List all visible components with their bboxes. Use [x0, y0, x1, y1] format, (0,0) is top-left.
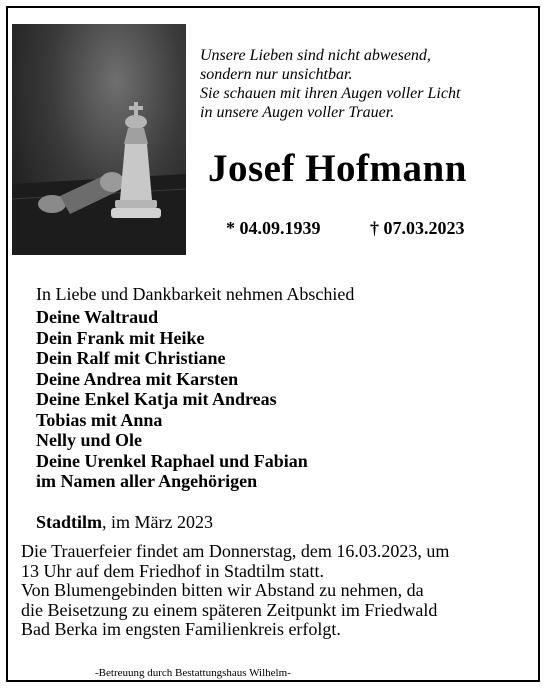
- info-line: 13 Uhr auf dem Friedhof in Stadtilm statt.: [21, 560, 324, 581]
- poem-line: Unsere Lieben sind nicht abwesend,: [200, 47, 431, 64]
- farewell-intro: In Liebe und Dankbarkeit nehmen Abschied: [36, 284, 355, 304]
- funeral-info: [21, 542, 531, 640]
- info-line: die Beisetzung zu einem späteren Zeitpunkt im Friedwald: [21, 599, 438, 620]
- info-line: Die Trauerfeier findet am Donnerstag, dem 16.03.2023, um: [21, 541, 450, 561]
- poem-line: in unsere Augen voller Trauer.: [200, 104, 395, 121]
- undertaker-credit: -Betreuung durch Bestattungshaus Wilhelm-: [95, 667, 291, 679]
- place-town: Stadtilm: [36, 512, 103, 532]
- poem: [200, 46, 520, 122]
- mourner-line: Deine Waltraud: [36, 307, 159, 327]
- mourner-line: im Namen aller Angehörigen: [36, 471, 258, 491]
- poem-line: Sie schauen mit ihren Augen voller Licht: [200, 85, 461, 102]
- place-date: [36, 512, 213, 533]
- mourner-line: Nelly und Ole: [36, 430, 143, 450]
- chess-pieces-image: [12, 24, 186, 255]
- info-line: Bad Berka im engsten Familienkreis erfolgt.: [21, 619, 341, 639]
- mourner-line: Tobias mit Anna: [36, 409, 163, 430]
- info-line: Von Blumengebinden bitten wir Abstand zu nehmen, da: [21, 580, 424, 600]
- birth-date: * 04.09.1939: [226, 218, 321, 238]
- mourner-line: Dein Frank mit Heike: [36, 327, 205, 348]
- chess-photo: [12, 24, 186, 255]
- mourner-line: Deine Urenkel Raphael und Fabian: [36, 450, 308, 471]
- mourner-line: Dein Ralf mit Christiane: [36, 348, 226, 368]
- deceased-name: Josef Hofmann: [208, 147, 467, 190]
- mourner-line: Deine Andrea mit Karsten: [36, 368, 239, 389]
- death-date: † 07.03.2023: [370, 218, 465, 238]
- place-month: , im März 2023: [102, 512, 213, 532]
- mourners-list: [36, 307, 308, 492]
- mourner-line: Deine Enkel Katja mit Andreas: [36, 389, 277, 409]
- poem-line: sondern nur unsichtbar.: [200, 66, 353, 83]
